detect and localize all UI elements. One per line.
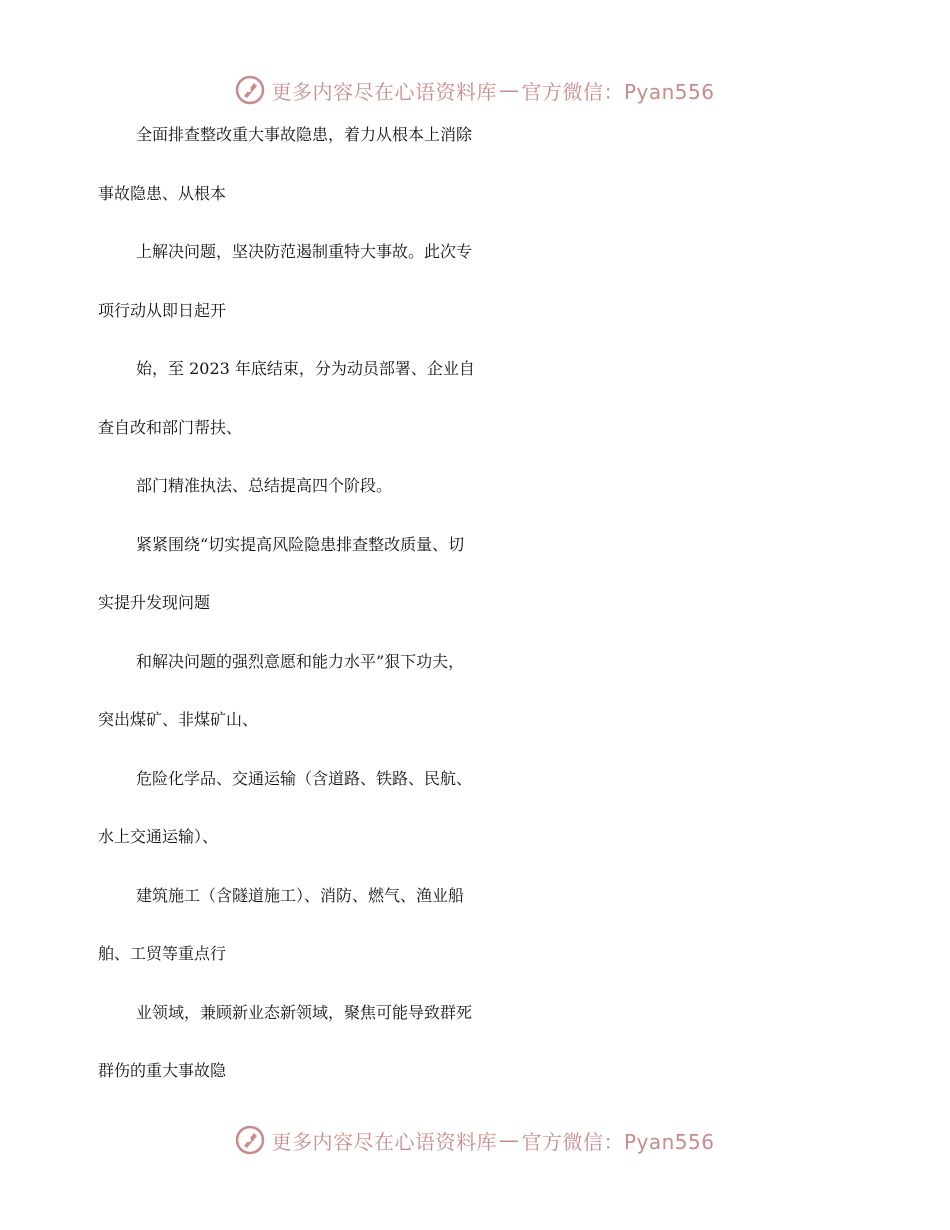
text-line: 业领域，兼顾新业态新领域，聚焦可能导致群死: [136, 1002, 473, 1022]
text-line: 突出煤矿、非煤矿山、: [98, 710, 259, 729]
text-line: 危险化学品、交通运输（含道路、铁路、民航、: [136, 768, 473, 788]
text-line: 建筑施工（含隧道施工）、消防、燃气、渔业船: [136, 885, 465, 905]
pen-logo-icon: [235, 75, 265, 105]
watermark-contact: 官方微信：Pyan556: [521, 79, 715, 104]
pen-logo-icon: [235, 1125, 265, 1155]
text-line: 实提升发现问题: [98, 593, 211, 612]
text-line: 项行动从即日起开: [98, 300, 227, 320]
text-line: 舶、工贸等重点行: [98, 944, 227, 963]
text-line: 始，至 2023 年底结束，分为动员部署、企业自: [136, 359, 475, 378]
watermark-text: 更多内容尽在心语资料库: [271, 79, 497, 104]
footer-watermark: [0, 1122, 950, 1158]
watermark-text: 更多内容尽在心语资料库: [271, 1129, 497, 1154]
text-line: 全面排查整改重大事故隐患，着力从根本上消除: [136, 125, 473, 144]
watermark-separator: —: [498, 78, 520, 102]
text-line: 事故隐患、从根本: [98, 183, 227, 203]
text-line: 群伤的重大事故隐: [98, 1061, 227, 1080]
text-line: 和解决问题的强烈意愿和能力水平”狠下功夫，: [136, 651, 465, 671]
text-line: 上解决问题，坚决防范遏制重特大事故。此次专: [136, 242, 473, 261]
text-line: 查自改和部门帮扶、: [98, 417, 243, 437]
watermark-contact: 官方微信：Pyan556: [521, 1129, 715, 1154]
text-line: 水上交通运输）、: [98, 827, 219, 846]
header-watermark: [0, 72, 950, 108]
document-body: [98, 122, 858, 1117]
text-line: 部门精准执法、总结提高四个阶段。: [136, 476, 393, 495]
watermark-separator: —: [498, 1128, 520, 1152]
text-line: 紧紧围绕“切实提高风险隐患排查整改质量、切: [136, 534, 465, 554]
